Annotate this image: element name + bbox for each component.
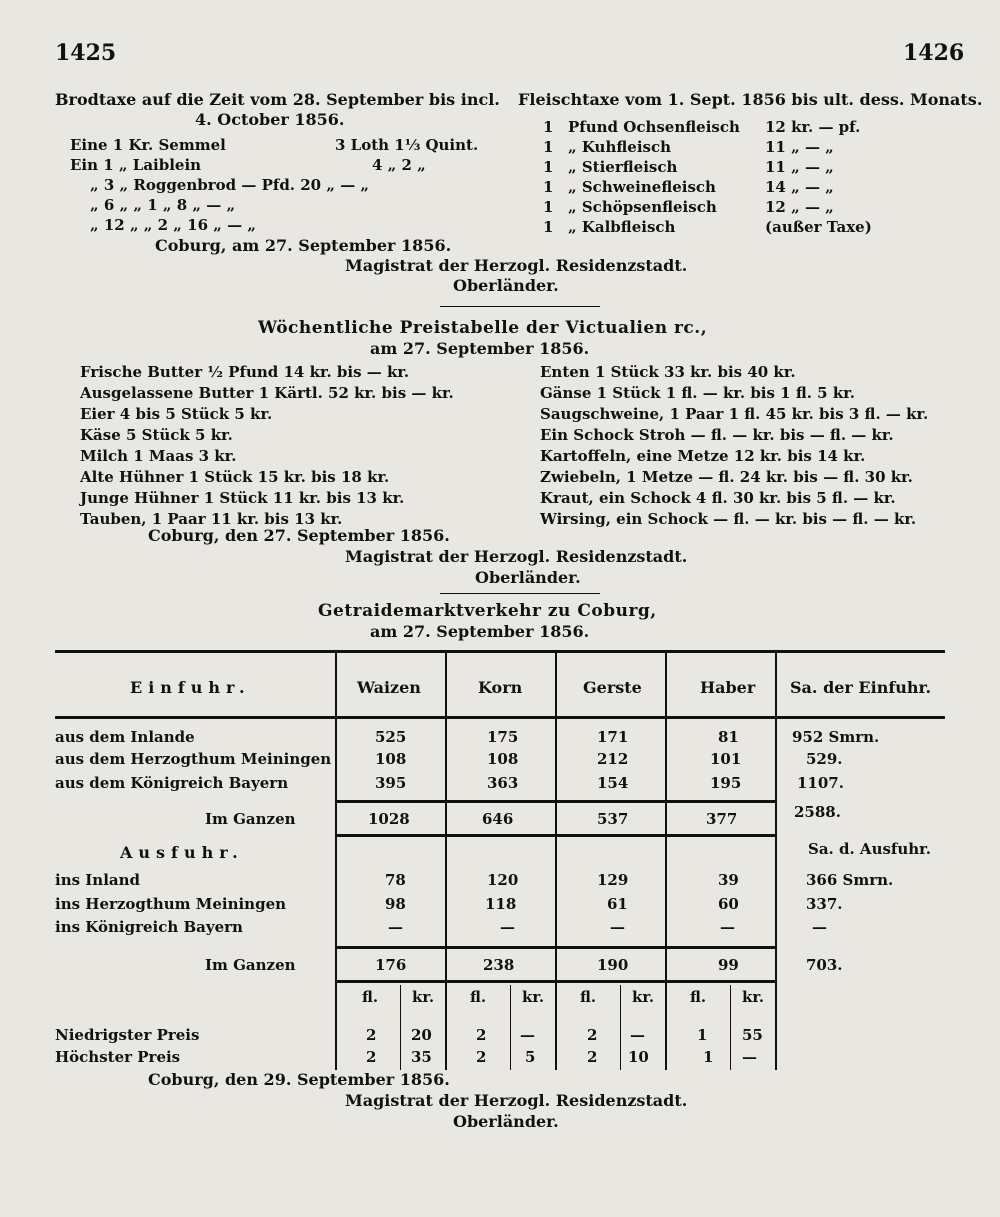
unit-fl: fl. — [470, 988, 487, 1006]
getraide-signature-name: Oberländer. — [453, 1112, 559, 1131]
victualien-signature-name: Oberländer. — [475, 568, 581, 587]
getraide-subtitle: am 27. September 1856. — [370, 622, 590, 641]
cell-korn: 175 — [487, 728, 519, 746]
victualien-left-item: Tauben, 1 Paar 11 kr. bis 13 kr. — [80, 510, 343, 528]
victualien-right-item: Wirsing, ein Schock — fl. — kr. bis — fl. — kr. — [540, 510, 917, 528]
unit-kr: kr. — [742, 988, 765, 1006]
header-sum-einfuhr: Sa. der Einfuhr. — [790, 678, 932, 697]
cell-waizen: — — [388, 918, 403, 936]
cell-haber: 101 — [710, 750, 742, 768]
fleischtaxe-qty: 1 — [543, 158, 554, 176]
header-waizen: Waizen — [357, 678, 421, 697]
victualien-right-item: Zwiebeln, 1 Metze — fl. 24 kr. bis — fl. 30 kr. — [540, 468, 913, 486]
price-cell: 5 — [525, 1048, 536, 1066]
getraide-title: Getraidemarktverkehr zu Coburg, — [318, 601, 657, 621]
victualien-left-item: Alte Hühner 1 Stück 15 kr. bis 18 kr. — [80, 468, 390, 486]
fleischtaxe-price: 11 „ — „ — [765, 138, 834, 156]
unit-fl: fl. — [690, 988, 707, 1006]
fleischtaxe-qty: 1 — [543, 218, 554, 236]
unit-kr: kr. — [412, 988, 435, 1006]
cell-haber: 99 — [718, 956, 739, 974]
victualien-left-item: Käse 5 Stück 5 kr. — [80, 426, 233, 444]
cell-sum: 703. — [806, 956, 843, 974]
fleischtaxe-qty: 1 — [543, 138, 554, 156]
brodtaxe-subtitle: 4. October 1856. — [195, 110, 345, 129]
cell-korn: 363 — [487, 774, 519, 792]
price-cell: 55 — [742, 1026, 763, 1044]
brodtaxe-row: Eine 1 Kr. Semmel — [70, 136, 226, 154]
einfuhr-total-label: Im Ganzen — [205, 810, 296, 828]
price-cell: — — [520, 1026, 535, 1044]
victualien-left-item: Junge Hühner 1 Stück 11 kr. bis 13 kr. — [80, 489, 405, 507]
cell-haber: — — [720, 918, 735, 936]
price-row-label: Höchster Preis — [55, 1048, 181, 1066]
brodtaxe-row: „ 3 „ Roggenbrod — Pfd. 20 „ — „ — [90, 176, 370, 194]
subcolumn-divider — [620, 985, 621, 1070]
victualien-left-item: Frische Butter ½ Pfund 14 kr. bis — kr. — [80, 363, 410, 381]
price-cell: 1 — [703, 1048, 714, 1066]
cell-sum: 529. — [806, 750, 843, 768]
getraide-date: Coburg, den 29. September 1856. — [148, 1070, 450, 1089]
victualien-date: Coburg, den 27. September 1856. — [148, 526, 450, 545]
subcolumn-divider — [400, 985, 401, 1070]
brodtaxe-date: Coburg, am 27. September 1856. — [155, 236, 452, 255]
section-divider — [440, 306, 600, 307]
fleischtaxe-item: „ Kalbfleisch — [568, 218, 676, 236]
column-divider — [445, 650, 447, 1070]
price-cell: 20 — [411, 1026, 432, 1044]
cell-gerste: 129 — [597, 871, 629, 889]
section-divider — [440, 593, 600, 594]
victualien-right-item: Kartoffeln, eine Metze 12 kr. bis 14 kr. — [540, 447, 866, 465]
cell-waizen: 525 — [375, 728, 407, 746]
header-sum-ausfuhr: Sa. d. Ausfuhr. — [808, 840, 931, 858]
cell-waizen: 1028 — [368, 810, 410, 828]
column-divider — [335, 650, 337, 1070]
cell-korn: 108 — [487, 750, 519, 768]
table-header-rule — [55, 716, 945, 719]
victualien-right-item: Kraut, ein Schock 4 fl. 30 kr. bis 5 fl. — kr. — [540, 489, 896, 507]
getraide-signature-office: Magistrat der Herzogl. Residenzstadt. — [345, 1091, 688, 1110]
header-korn: Korn — [478, 678, 523, 697]
fleischtaxe-item: „ Schweinefleisch — [568, 178, 716, 196]
cell-korn: — — [500, 918, 515, 936]
cell-sum: 1107. — [797, 774, 844, 792]
victualien-left-item: Ausgelassene Butter 1 Kärtl. 52 kr. bis — kr. — [80, 384, 454, 402]
header-gerste: Gerste — [583, 678, 642, 697]
cell-korn: 238 — [483, 956, 515, 974]
header-haber: Haber — [700, 678, 756, 697]
brodtaxe-signature-office: Magistrat der Herzogl. Residenzstadt. — [345, 256, 688, 275]
cell-waizen: 176 — [375, 956, 407, 974]
fleischtaxe-qty: 1 — [543, 198, 554, 216]
subcolumn-divider — [510, 985, 511, 1070]
cell-haber: 195 — [710, 774, 742, 792]
victualien-title: Wöchentliche Preistabelle der Victualien rc., — [258, 318, 708, 338]
cell-sum: — — [812, 918, 827, 936]
fleischtaxe-item: „ Schöpsenfleisch — [568, 198, 717, 216]
row-label: ins Inland — [55, 871, 141, 889]
price-cell: 2 — [587, 1048, 598, 1066]
cell-gerste: 154 — [597, 774, 629, 792]
fleischtaxe-price: 11 „ — „ — [765, 158, 834, 176]
cell-sum: 952 Smrn. — [792, 728, 880, 746]
unit-kr: kr. — [522, 988, 545, 1006]
cell-korn: 120 — [487, 871, 519, 889]
price-row-label: Niedrigster Preis — [55, 1026, 200, 1044]
header-ausfuhr: Ausfuhr. — [120, 843, 244, 862]
cell-gerste: 190 — [597, 956, 629, 974]
row-label: ins Königreich Bayern — [55, 918, 243, 936]
unit-fl: fl. — [362, 988, 379, 1006]
column-divider — [775, 650, 777, 1070]
price-cell: 1 — [697, 1026, 708, 1044]
victualien-left-item: Eier 4 bis 5 Stück 5 kr. — [80, 405, 273, 423]
page-number-left: 1425 — [55, 40, 117, 66]
subcolumn-divider — [730, 985, 731, 1070]
victualien-signature-office: Magistrat der Herzogl. Residenzstadt. — [345, 547, 688, 566]
cell-waizen: 395 — [375, 774, 407, 792]
cell-haber: 39 — [718, 871, 739, 889]
row-label: aus dem Inlande — [55, 728, 195, 746]
cell-gerste: 537 — [597, 810, 629, 828]
cell-sum: 366 Smrn. — [806, 871, 894, 889]
cell-sum: 2588. — [794, 803, 841, 821]
cell-haber: 377 — [706, 810, 738, 828]
cell-waizen: 78 — [385, 871, 406, 889]
page-number-right: 1426 — [903, 40, 965, 66]
victualien-right-item: Gänse 1 Stück 1 fl. — kr. bis 1 fl. 5 kr. — [540, 384, 855, 402]
brodtaxe-row: „ 6 „ „ 1 „ 8 „ — „ — [90, 196, 236, 214]
brodtaxe-row: Ein 1 „ Laiblein — [70, 156, 202, 174]
table-top-rule — [55, 650, 945, 653]
price-cell: 2 — [587, 1026, 598, 1044]
cell-gerste: 61 — [607, 895, 628, 913]
fleischtaxe-price: 12 „ — „ — [765, 198, 834, 216]
brodtaxe-title: Brodtaxe auf die Zeit vom 28. September bis incl. — [55, 90, 500, 109]
fleischtaxe-item: „ Stierfleisch — [568, 158, 678, 176]
price-cell: — — [630, 1026, 645, 1044]
cell-gerste: 171 — [597, 728, 629, 746]
brodtaxe-row: „ 12 „ „ 2 „ 16 „ — „ — [90, 216, 256, 234]
price-cell: 35 — [411, 1048, 432, 1066]
cell-gerste: 212 — [597, 750, 629, 768]
cell-haber: 81 — [718, 728, 739, 746]
fleischtaxe-price: (außer Taxe) — [765, 218, 872, 236]
victualien-right-item: Ein Schock Stroh — fl. — kr. bis — fl. — kr. — [540, 426, 894, 444]
unit-kr: kr. — [632, 988, 655, 1006]
victualien-subtitle: am 27. September 1856. — [370, 339, 590, 358]
column-divider — [665, 650, 667, 1070]
victualien-left-item: Milch 1 Maas 3 kr. — [80, 447, 237, 465]
price-cell: 2 — [476, 1026, 487, 1044]
fleischtaxe-price: 14 „ — „ — [765, 178, 834, 196]
cell-haber: 60 — [718, 895, 739, 913]
row-label: ins Herzogthum Meiningen — [55, 895, 287, 913]
unit-fl: fl. — [580, 988, 597, 1006]
cell-korn: 646 — [482, 810, 514, 828]
cell-korn: 118 — [485, 895, 517, 913]
header-einfuhr: Einfuhr. — [130, 678, 251, 697]
fleischtaxe-qty: 1 — [543, 178, 554, 196]
row-label: aus dem Königreich Bayern — [55, 774, 289, 792]
fleischtaxe-item: „ Kuhfleisch — [568, 138, 672, 156]
cell-waizen: 108 — [375, 750, 407, 768]
price-cell: — — [742, 1048, 757, 1066]
cell-gerste: — — [610, 918, 625, 936]
price-cell: 10 — [628, 1048, 649, 1066]
brodtaxe-row-weight: 4 „ 2 „ — [372, 156, 426, 174]
fleischtaxe-price: 12 kr. — pf. — [765, 118, 861, 136]
cell-sum: 337. — [806, 895, 843, 913]
victualien-right-item: Enten 1 Stück 33 kr. bis 40 kr. — [540, 363, 796, 381]
brodtaxe-signature-name: Oberländer. — [453, 276, 559, 295]
victualien-right-item: Saugschweine, 1 Paar 1 fl. 45 kr. bis 3 fl. — kr. — [540, 405, 929, 423]
price-cell: 2 — [476, 1048, 487, 1066]
fleischtaxe-title: Fleischtaxe vom 1. Sept. 1856 bis ult. dess. Monats. — [518, 90, 983, 109]
ausfuhr-total-label: Im Ganzen — [205, 956, 296, 974]
row-label: aus dem Herzogthum Meiningen — [55, 750, 332, 768]
price-cell: 2 — [366, 1048, 377, 1066]
brodtaxe-row-weight: 3 Loth 1⅓ Quint. — [335, 136, 479, 154]
price-cell: 2 — [366, 1026, 377, 1044]
fleischtaxe-item: Pfund Ochsenfleisch — [568, 118, 740, 136]
column-divider — [555, 650, 557, 1070]
cell-waizen: 98 — [385, 895, 406, 913]
fleischtaxe-qty: 1 — [543, 118, 554, 136]
